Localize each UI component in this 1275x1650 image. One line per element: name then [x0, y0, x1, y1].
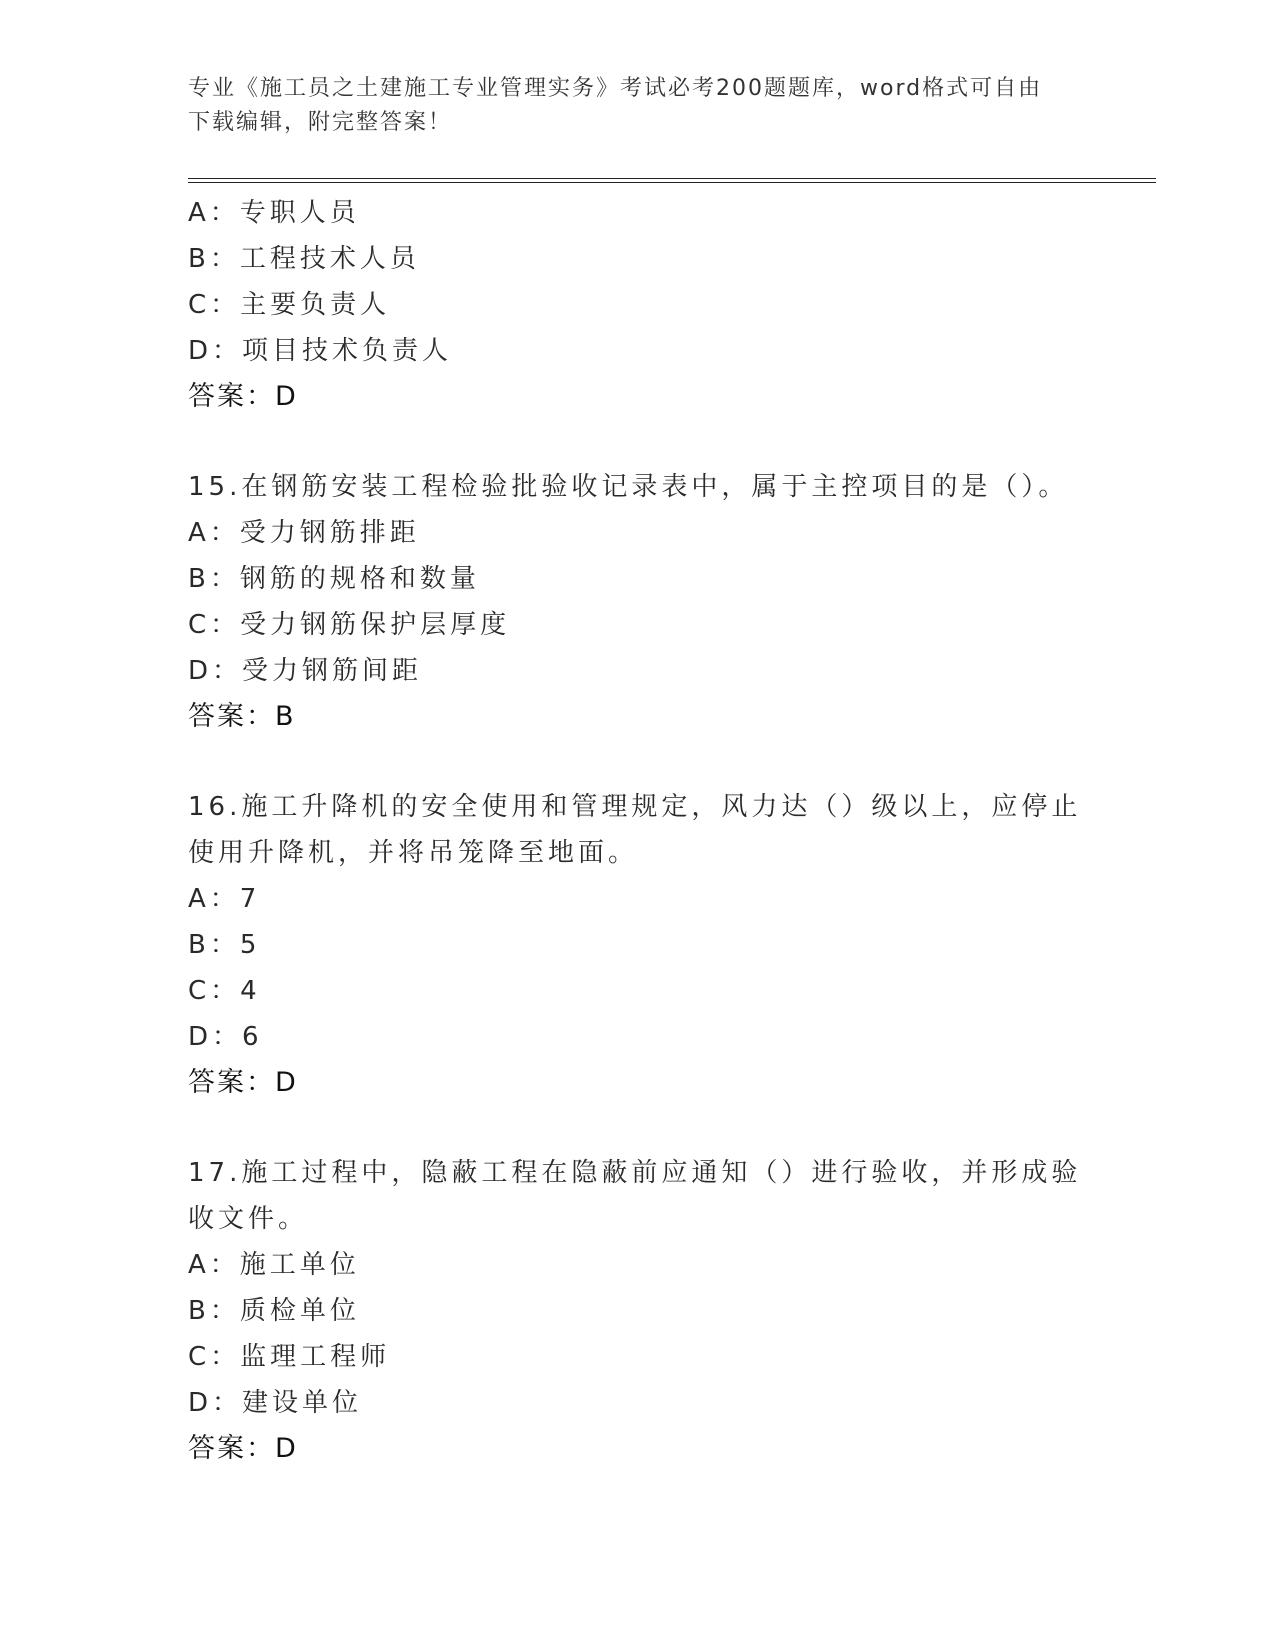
question-14-continuation	[188, 190, 1088, 420]
answer-line: 答案：D	[188, 1067, 298, 1098]
answer-line: 答案：D	[188, 1433, 298, 1464]
header-line-1: 专业《施工员之土建施工专业管理实务》考试必考200题题库，word格式可自由	[188, 76, 1043, 101]
option-b: B：工程技术人员	[188, 244, 420, 274]
option-c: C：受力钢筋保护层厚度	[188, 610, 511, 640]
option-b: B：钢筋的规格和数量	[188, 564, 480, 594]
option-a: A：专职人员	[188, 198, 360, 228]
answer-line: 答案：D	[188, 381, 298, 412]
spacer	[188, 1106, 1088, 1150]
header-divider-top	[188, 178, 1156, 179]
option-d: D：6	[188, 1022, 263, 1052]
question-16	[188, 784, 1088, 1106]
option-a: A：7	[188, 884, 261, 914]
question-list	[188, 190, 1088, 1472]
question-text: 16.施工升降机的安全使用和管理规定，风力达（）级以上，应停止使用升降机，并将吊笼降至地面。	[188, 792, 1082, 868]
header-divider-bottom	[188, 182, 1156, 183]
option-c: C：4	[188, 976, 261, 1006]
question-17	[188, 1150, 1088, 1472]
question-15	[188, 464, 1088, 740]
option-a: A：受力钢筋排距	[188, 518, 420, 548]
document-header	[188, 72, 1088, 140]
option-b: B：质检单位	[188, 1296, 360, 1326]
option-d: D：建设单位	[188, 1388, 363, 1418]
option-a: A：施工单位	[188, 1250, 360, 1280]
spacer	[188, 420, 1088, 464]
answer-line: 答案：B	[188, 701, 296, 732]
option-d: D：项目技术负责人	[188, 336, 453, 366]
option-d: D：受力钢筋间距	[188, 656, 423, 686]
question-text: 15.在钢筋安装工程检验批验收记录表中，属于主控项目的是（）。	[188, 472, 1069, 502]
option-c: C：主要负责人	[188, 290, 391, 320]
spacer	[188, 740, 1088, 784]
header-line-2: 下载编辑，附完整答案！	[188, 110, 453, 135]
option-b: B：5	[188, 930, 261, 960]
question-text: 17.施工过程中，隐蔽工程在隐蔽前应通知（）进行验收，并形成验收文件。	[188, 1158, 1082, 1234]
option-c: C：监理工程师	[188, 1342, 391, 1372]
